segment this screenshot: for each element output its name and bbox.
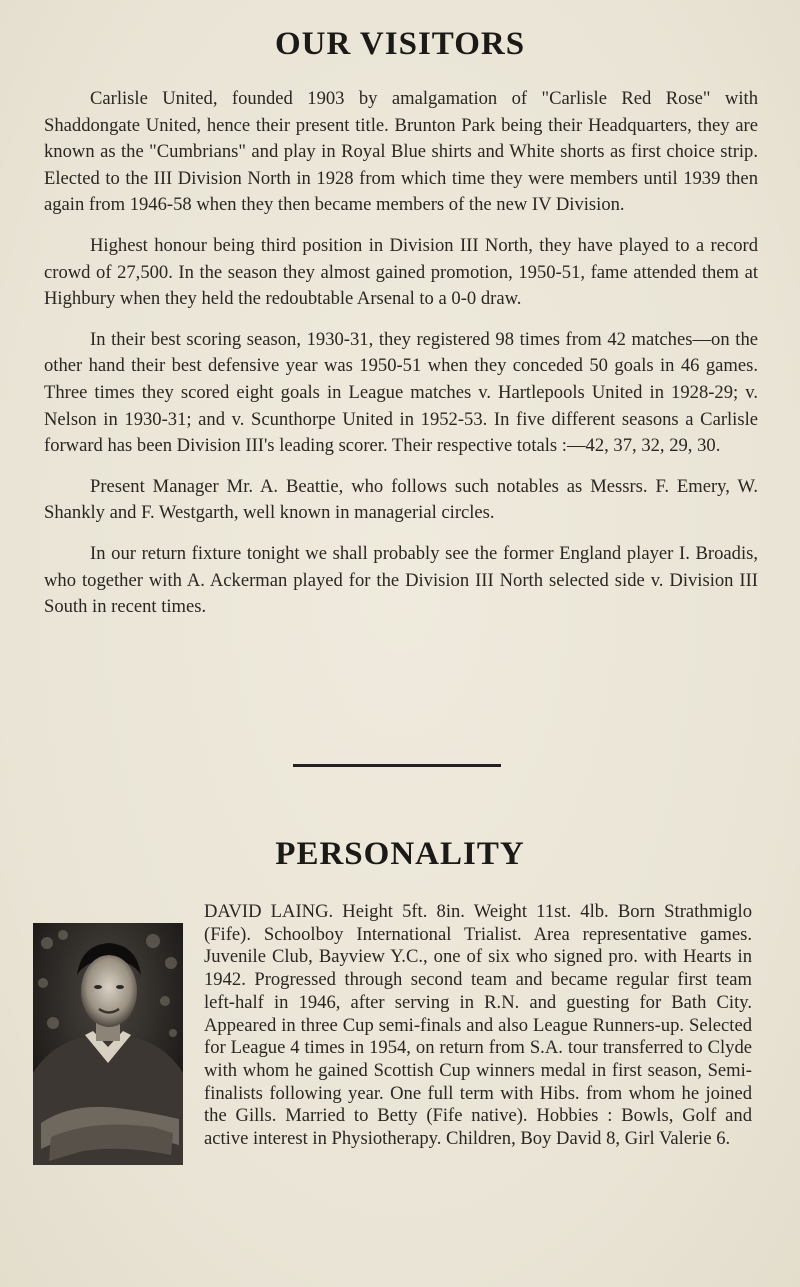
player-photo	[33, 923, 183, 1165]
visitors-paragraph: In their best scoring season, 1930-31, they registered 98 times from 42 matches—on the other hand their best defensive year was 1950-51 when they conceded 50 goals in 46 games. Three times they scored eight goals in League matches v. Hartlepools United in 1928-29; v. Nelson in 1930-31; and v. Scunthorpe United in 1952-53. In five different seasons a Carlisle forward has been Division III's leading scorer. Their respective totals :—42, 37, 32, 29, 30.	[44, 328, 758, 457]
visitors-paragraph: In our return fixture tonight we shall probably see the former England player I. Broadis, who together with A. Ackerman played for the Division III North selected side v. Division III South in recent times.	[44, 542, 758, 618]
personality-profile-text: DAVID LAING. Height 5ft. 8in. Weight 11st. 4lb. Born Strathmiglo (Fife). Schoolboy International Trialist. Area representative games. Juvenile Club, Bayview Y.C., one of six who signed pro. with Hearts in 1942. Progressed through second team and became regular first team left-half in 1946, after serving in R.N. and guesting for Bath City. Appeared in three Cup semi-finals and also League Runners-up. Selected for League 4 times in 1954, on return from S.A. tour transferred to Clyde with whom he gained Scottish Cup winners medal in first season, Semi-finalists following year. One full term with Hibs. from whom he joined the Gills. Married to Betty (Fife native). Hobbies : Bowls, Golf and active interest in Physiotherapy. Children, Boy David 8, Girl Valerie 6.	[204, 901, 752, 1150]
visitors-paragraph: Present Manager Mr. A. Beattie, who follows such notables as Messrs. F. Emery, W. Shankly and F. Westgarth, well known in managerial circles.	[44, 475, 758, 524]
visitors-paragraph: Highest honour being third position in Division III North, they have played to a record crowd of 27,500. In the season they almost gained promotion, 1950-51, fame attended them at Highbury when they held the redoubtable Arsenal to a 0-0 draw.	[44, 234, 758, 310]
visitors-paragraph: Carlisle United, founded 1903 by amalgamation of "Carlisle Red Rose" with Shaddongate United, hence their present title. Brunton Park being their Headquarters, they are known as the "Cumbrians" and play in Royal Blue shirts and White shorts as first choice strip. Elected to the III Division North in 1928 from which time they were members until 1939 then again from 1946-58 when they then became members of the new IV Division.	[44, 88, 758, 216]
section-title-personality: PERSONALITY	[275, 836, 525, 872]
section-title-our-visitors: OUR VISITORS	[274, 26, 526, 62]
section-divider	[293, 764, 501, 767]
visitors-article	[44, 86, 758, 635]
player-portrait-image	[33, 923, 183, 1165]
